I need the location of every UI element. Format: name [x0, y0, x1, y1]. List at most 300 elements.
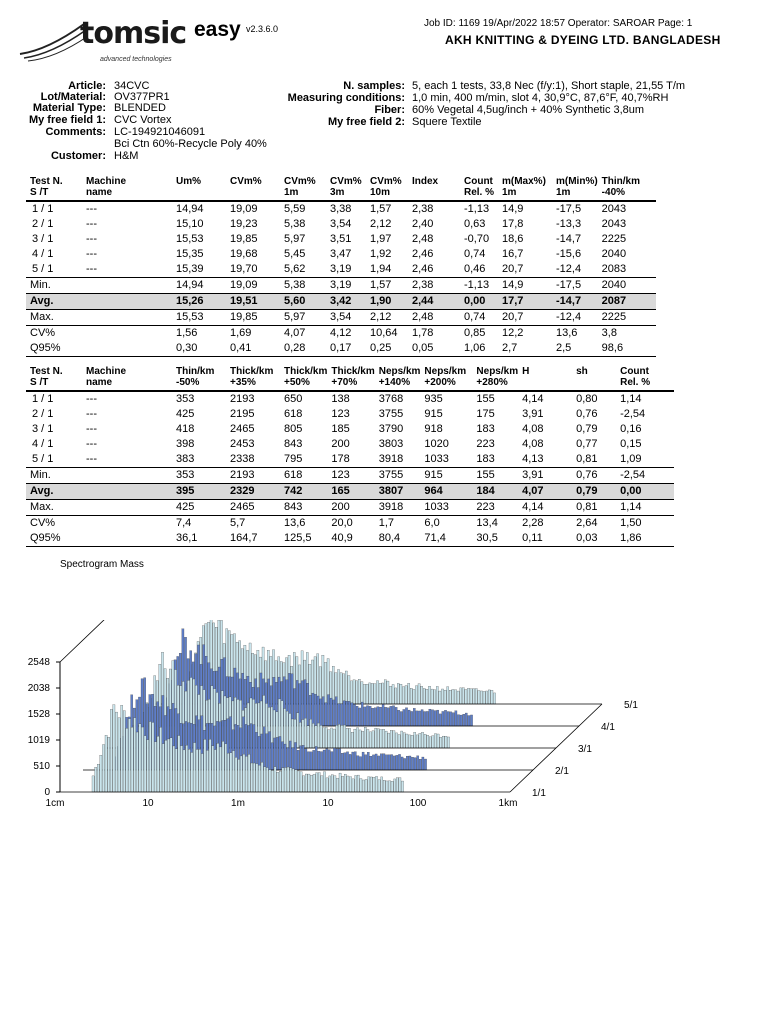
table-cell: 0,80	[572, 391, 616, 407]
series-label: 5/1	[624, 700, 638, 711]
x-tick-label: 10	[322, 798, 334, 809]
info-value: 60% Vegetal 4,5ug/inch + 40% Synthetic 3,8um	[412, 104, 645, 116]
spectrogram-bar	[414, 758, 416, 770]
table-row	[26, 232, 656, 247]
spectrogram-bar	[286, 711, 288, 748]
spectrogram-bar	[292, 769, 294, 792]
table-cell: 98,6	[598, 341, 656, 357]
table-cell: 138	[327, 391, 374, 407]
table-cell: 0,11	[518, 531, 572, 547]
spectrogram-bar	[475, 689, 477, 704]
spectrogram-bar	[344, 753, 346, 770]
spectrogram-bar	[330, 698, 332, 726]
table-cell: CV%	[26, 326, 82, 342]
table-cell: 1,57	[366, 201, 408, 217]
spectrogram-bar	[294, 742, 296, 770]
table-cell: 2,38	[408, 201, 460, 217]
table-cell: 19,85	[230, 311, 258, 323]
spectrogram-bar	[320, 725, 322, 748]
spectrogram-bar	[414, 732, 416, 748]
spectrogram-bar	[276, 737, 278, 770]
spectrogram-bar	[444, 690, 446, 704]
avg-row	[26, 484, 674, 500]
table-cell: 15,39	[176, 263, 204, 275]
spectrogram-bar	[457, 715, 459, 726]
table-cell: 2043	[601, 218, 627, 230]
spectrogram-bar	[318, 751, 320, 770]
column-header: Thick/km	[331, 366, 375, 377]
spectrogram-bar	[418, 711, 420, 726]
spectrogram-bar	[279, 771, 281, 792]
table-cell	[82, 484, 172, 500]
spectrogram-bar	[436, 686, 438, 704]
spectrogram-bar	[160, 727, 162, 792]
table-cell	[82, 500, 172, 516]
table-cell: ---	[86, 438, 97, 450]
avg-row	[26, 294, 656, 310]
table-cell: 2,46	[412, 263, 434, 275]
table-cell: 2 / 1	[32, 408, 54, 420]
column-header: 1m	[502, 187, 517, 198]
spectrogram-bar	[180, 746, 182, 792]
column-header: m(Max%)	[502, 176, 546, 187]
table-cell: 2,5	[552, 341, 598, 357]
spectrogram-bar	[346, 752, 348, 770]
info-label: Article:	[68, 80, 106, 92]
column-header: Thin/km	[601, 176, 641, 187]
info-label: Fiber:	[374, 104, 405, 116]
series-label: 1/1	[532, 788, 546, 799]
spectrogram-bar	[339, 749, 341, 770]
spectrogram-bar	[351, 732, 353, 748]
info-value: Squere Textile	[412, 116, 482, 128]
spectrogram-bar	[395, 707, 397, 726]
spectrogram-bar	[416, 735, 418, 748]
spectrogram-bar	[387, 708, 389, 726]
table-cell: -12,4	[556, 311, 582, 323]
spectrogram-bar	[341, 753, 343, 770]
table-cell: 398	[176, 438, 195, 450]
spectrogram-bar	[183, 750, 185, 792]
spectrogram-bar	[395, 688, 397, 704]
spectrogram-bar	[346, 701, 348, 726]
spectrogram-bar	[357, 775, 359, 792]
spectrogram-bar	[402, 687, 404, 704]
table-cell: 843	[284, 501, 303, 513]
table-cell: 3,91	[518, 468, 572, 484]
series-label: 4/1	[601, 722, 615, 733]
spectrogram-bar	[352, 752, 354, 770]
spectrogram-bar	[378, 780, 380, 792]
y-tick-label: 2548	[27, 657, 50, 668]
table-cell: 5,7	[226, 516, 280, 532]
spectrogram-bar	[115, 712, 117, 792]
table-cell: -14,7	[556, 233, 582, 245]
spectrogram-bar	[406, 756, 408, 770]
table-cell: 425	[176, 501, 195, 513]
table-cell: 4,13	[522, 453, 544, 465]
table-cell: 183	[476, 453, 495, 465]
spectrogram-bar	[374, 708, 376, 726]
spectrogram-bar	[447, 687, 449, 704]
table-cell: ---	[86, 423, 97, 435]
spectrogram-bar	[323, 728, 325, 748]
table-cell: 15,53	[176, 233, 204, 245]
spectrogram-bar	[383, 754, 385, 770]
spectrogram-bar	[344, 774, 346, 792]
spectrogram-bar	[378, 756, 380, 770]
table-cell: 3,42	[326, 294, 366, 310]
table-cell: -15,6	[556, 248, 582, 260]
spectrogram-bar	[318, 773, 320, 792]
table-cell: 1 / 1	[26, 201, 82, 217]
spectrogram-bar	[290, 768, 292, 792]
spectrogram-bar	[385, 731, 387, 748]
spectrogram-bar	[316, 773, 318, 792]
table-cell: -1,13	[460, 201, 498, 217]
spectrogram-bar	[269, 770, 271, 792]
table-cell: 3,91	[522, 408, 544, 420]
table-cell: 14,94	[172, 201, 226, 217]
spectrogram-bar	[134, 718, 136, 792]
spectrogram-bar	[460, 688, 462, 704]
spectrogram-bar	[350, 681, 352, 704]
spectrogram-bar	[445, 736, 447, 748]
column-header: +35%	[230, 377, 256, 388]
table-cell: 1,09	[620, 453, 642, 465]
spectrogram-bar	[335, 697, 337, 726]
table-cell: Avg.	[26, 294, 82, 310]
spectrogram-bar	[284, 767, 286, 792]
column-header: 1m	[556, 187, 571, 198]
spectrogram-bar	[347, 776, 349, 792]
table-cell: 71,4	[420, 531, 472, 547]
spectrogram-bar	[372, 708, 374, 726]
y-tick-label: 2038	[27, 683, 50, 694]
column-header: sh	[576, 366, 588, 377]
table-cell: 223	[476, 501, 495, 513]
spectrogram-bar	[396, 755, 398, 770]
cv-row	[26, 326, 656, 342]
table-cell: 3803	[378, 438, 404, 450]
spectrogram-bar	[336, 778, 338, 792]
company-name: AKH KNITTING & DYEING LTD. BANGLADESH	[445, 33, 721, 47]
table-cell: 1,56	[172, 326, 226, 342]
spectrogram-bar	[209, 739, 211, 792]
x-tick-label: 1cm	[45, 798, 65, 809]
table-cell: Q95%	[26, 531, 82, 547]
table-cell: Min.	[26, 278, 82, 294]
table-cell: 4,07	[518, 484, 572, 500]
table-cell: 353	[172, 391, 226, 407]
table-cell: 5,62	[284, 263, 306, 275]
spectrogram-bar	[110, 709, 112, 792]
spectrogram-bar	[389, 686, 391, 704]
table-cell: ---	[86, 263, 97, 275]
table-cell	[82, 310, 172, 326]
spectrogram-bar	[302, 720, 304, 748]
column-header: +200%	[424, 377, 456, 388]
spectrogram-bar	[339, 773, 341, 792]
spectrogram-bar	[362, 752, 364, 770]
spectrogram-bar	[375, 728, 377, 748]
table-cell: 2,46	[412, 248, 434, 260]
spectrogram-bar	[281, 701, 283, 748]
spectrogram-bar	[408, 735, 410, 748]
spectrogram-bar	[470, 689, 472, 704]
spectrogram-bar	[105, 735, 107, 792]
spectrogram-bar	[426, 689, 428, 704]
table-cell: 20,0	[327, 516, 374, 532]
spectrogram-bar	[326, 749, 328, 770]
spectrogram-bar	[359, 757, 361, 770]
table-cell	[82, 278, 172, 294]
spectrogram-bar	[333, 729, 335, 748]
table-cell: 17,8	[502, 218, 524, 230]
info-label: Measuring conditions:	[287, 92, 405, 104]
spectrogram-bar	[186, 745, 188, 792]
table-cell: Max.	[30, 501, 54, 513]
table-cell: Avg.	[26, 484, 82, 500]
table-cell: 805	[284, 423, 303, 435]
spectrogram-bar	[382, 704, 384, 726]
table-cell: 618	[284, 408, 303, 420]
table-cell: 0,25	[366, 341, 408, 357]
table-cell: CV%	[26, 516, 82, 532]
spectrogram-bar	[379, 683, 381, 704]
spectrogram-bar	[447, 737, 449, 748]
column-header: CVm%	[330, 176, 362, 187]
table-row	[26, 422, 674, 437]
spectrogram-bar	[219, 747, 221, 792]
spectrogram-bar	[419, 759, 421, 770]
y-tick-label: 0	[44, 787, 50, 798]
table-cell: 0,16	[620, 423, 642, 435]
spectrogram-bar	[325, 727, 327, 748]
spectrogram-bar	[405, 708, 407, 726]
table-cell	[82, 294, 172, 310]
table-cell: 2453	[230, 438, 255, 450]
spectrogram-bar	[395, 733, 397, 748]
table-cell: 183	[476, 423, 495, 435]
spectrogram-bar	[136, 732, 138, 792]
series-label: 2/1	[555, 766, 569, 777]
spectrogram-bar	[310, 752, 312, 770]
spectrogram-bar	[118, 718, 120, 792]
spectrogram-bar	[382, 729, 384, 748]
results-table-1	[26, 176, 656, 357]
spectrogram-bar	[365, 755, 367, 770]
table-cell: 0,30	[172, 341, 226, 357]
table-cell: Q95%	[26, 341, 82, 357]
column-header	[408, 187, 460, 201]
table-cell: 5 / 1	[32, 263, 54, 275]
spectrogram-bar	[441, 689, 443, 704]
table-cell: 0,85	[460, 326, 498, 342]
spectrogram-bar	[370, 777, 372, 792]
table-cell: 742	[280, 484, 327, 500]
spectrogram-bar	[390, 706, 392, 726]
spectrogram-bar	[287, 767, 289, 792]
spectrogram-bar	[386, 781, 388, 792]
table-cell: 5,45	[284, 248, 306, 260]
table-cell: 2225	[601, 233, 627, 245]
spectrogram-bar	[366, 684, 368, 704]
spectrogram-bar	[365, 779, 367, 792]
spectrogram-bar	[320, 699, 322, 726]
spectrogram-bar	[323, 772, 325, 792]
table-cell: 4,14	[518, 391, 572, 407]
spectrogram-bar	[406, 734, 408, 748]
column-header: +280%	[476, 377, 508, 388]
spectrogram-bar	[362, 731, 364, 748]
table-cell: 5 / 1	[32, 453, 54, 465]
spectrogram-bar	[465, 689, 467, 704]
table-cell: -13,3	[556, 218, 582, 230]
table-cell: 3755	[378, 408, 404, 420]
spectrogram-bar	[452, 689, 454, 704]
spectrogram-bar	[449, 690, 451, 704]
table-cell: 4,07	[280, 326, 326, 342]
spectrogram-bar	[162, 744, 164, 792]
spectrogram-bar	[393, 756, 395, 770]
column-header: name	[86, 187, 113, 198]
table-cell: 2465	[230, 423, 255, 435]
table-cell: ---	[86, 408, 97, 420]
spectrogram-bar	[351, 703, 353, 726]
table-cell: 4 / 1	[32, 248, 54, 260]
spectrogram-bar	[401, 731, 403, 748]
spectrogram-bar	[398, 754, 400, 770]
series-label: 3/1	[578, 744, 592, 755]
spectrogram-bar	[263, 727, 265, 770]
spectrogram-bar	[488, 690, 490, 704]
spectrogram-bar	[356, 681, 358, 704]
spectrogram-bar	[454, 690, 456, 704]
table-cell: 0,79	[572, 484, 616, 500]
logo-tagline: advanced technologies	[100, 56, 172, 63]
table-cell: 3790	[378, 423, 404, 435]
table-cell: 2,7	[498, 341, 552, 357]
spectrogram-bar	[364, 707, 366, 726]
table-cell: -2,54	[620, 408, 646, 420]
spectrogram-bar	[380, 730, 382, 748]
spectrogram-bar	[108, 737, 110, 792]
spectrogram-bar	[369, 732, 371, 748]
table-row	[26, 262, 656, 278]
info-label: Lot/Material:	[40, 91, 106, 103]
spectrogram-bar	[392, 706, 394, 726]
table-cell: 1,94	[370, 263, 392, 275]
table-cell: 3,19	[326, 278, 366, 294]
spectrogram-bar	[319, 667, 321, 704]
table-cell: 12,2	[498, 326, 552, 342]
spectrogram-bar	[188, 749, 190, 792]
spectrogram-bar	[304, 718, 306, 748]
table-row	[26, 437, 674, 452]
table-cell: 3,47	[330, 248, 352, 260]
spectrogram-bar	[303, 776, 305, 792]
spectrogram-bar	[400, 684, 402, 704]
spectrogram-bar	[214, 750, 216, 792]
table-cell: 1,06	[460, 341, 498, 357]
table-cell: 20,7	[502, 311, 524, 323]
spectrogram-bar	[392, 684, 394, 704]
spectrogram-bar	[434, 711, 436, 726]
spectrogram-bar	[279, 736, 281, 770]
spectrogram-bar	[322, 697, 324, 726]
spectrogram-bar	[299, 684, 301, 726]
column-header: H	[522, 366, 530, 377]
spectrogram-bar	[491, 690, 493, 704]
table-cell: 2193	[226, 468, 280, 484]
table-cell: 14,9	[498, 201, 552, 217]
table-cell: 918	[424, 423, 443, 435]
table-cell: 353	[172, 468, 226, 484]
spectrogram-bar	[333, 748, 335, 770]
spectrogram-bar	[307, 726, 309, 748]
table-cell: 1020	[424, 438, 449, 450]
spectrogram-bar	[328, 730, 330, 748]
spectrogram-bar	[452, 713, 454, 726]
spectrogram-bar	[225, 744, 227, 792]
spectrogram-bar	[423, 688, 425, 704]
spectrogram-bar	[360, 779, 362, 792]
table-cell: 2,48	[412, 233, 434, 245]
spectrogram-bar	[297, 713, 299, 748]
logo-wordmark: tomsic	[80, 16, 187, 51]
spectrogram-bar	[113, 705, 115, 792]
column-header: name	[86, 377, 113, 388]
spectrogram-bar	[388, 781, 390, 792]
info-value: 5, each 1 tests, 33,8 Nec (f/y:1), Short staple, 21,55 T/m	[412, 80, 686, 92]
max-row	[26, 310, 656, 326]
table-cell: 0,77	[576, 438, 598, 450]
spectrogram-bar	[199, 749, 201, 792]
table-cell: 3 / 1	[32, 423, 54, 435]
spectrogram-bar	[340, 704, 342, 726]
table-cell: 2338	[230, 453, 255, 465]
spectrogram-bar	[310, 775, 312, 792]
spectrogram-bar	[245, 756, 247, 792]
spectrogram-bar	[427, 735, 429, 748]
spectrogram-bar	[300, 772, 302, 792]
spectrogram-bar	[251, 763, 253, 792]
table-cell: 17,7	[498, 294, 552, 310]
column-header: Count	[464, 176, 493, 187]
spectrogram-bar	[274, 767, 276, 792]
x-tick-label: 1km	[498, 798, 518, 809]
table-cell: 175	[476, 408, 495, 420]
spectrogram-bar	[408, 710, 410, 726]
table-cell: 1,69	[226, 326, 280, 342]
column-header: -40%	[601, 187, 626, 198]
spectrogram-bar	[100, 755, 102, 792]
spectrogram-bar	[432, 736, 434, 748]
spectrogram-bar	[409, 756, 411, 770]
info-value: H&M	[114, 150, 139, 162]
table-cell: 15,35	[176, 248, 204, 260]
table-cell: 184	[472, 484, 518, 500]
spectrogram-bar	[354, 752, 356, 770]
spectrogram-bar	[377, 707, 379, 726]
column-header: CVm%	[230, 176, 262, 187]
spectrogram-bar	[429, 737, 431, 748]
min-row	[26, 468, 674, 484]
table-cell: 0,17	[326, 341, 366, 357]
table-cell: 16,7	[502, 248, 524, 260]
table-cell: ---	[86, 218, 97, 230]
